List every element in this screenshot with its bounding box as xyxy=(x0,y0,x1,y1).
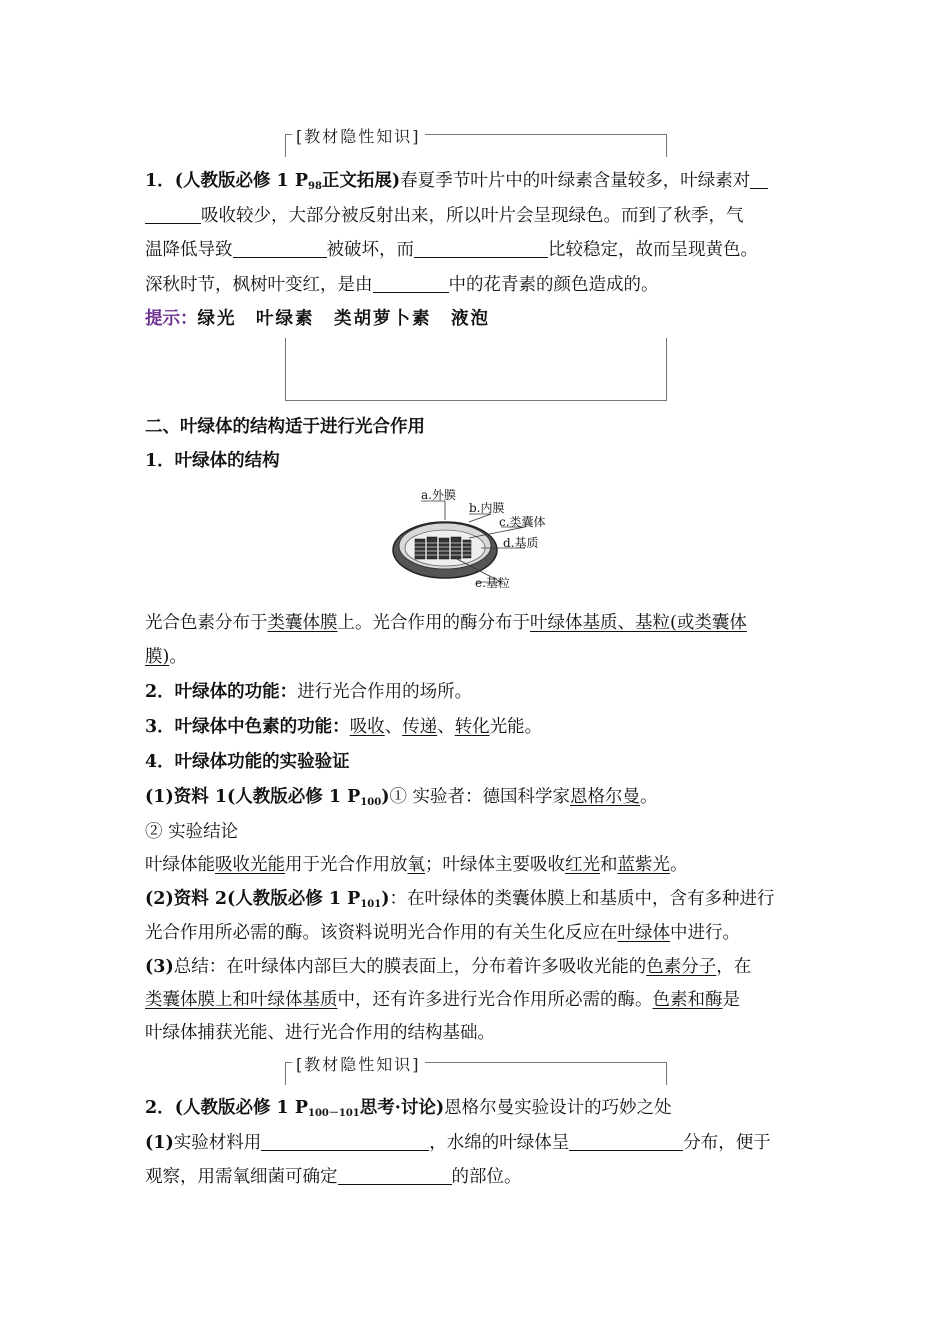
sub3-s1: 、 xyxy=(384,717,403,737)
box2-l1-a: (1) xyxy=(145,1133,174,1153)
m7-a: 中，还有许多进行光合作用所必需的酶。 xyxy=(337,990,653,1010)
m3-u4: 蓝紫光 xyxy=(617,855,670,875)
summary-line1 xyxy=(145,955,751,979)
m5-b: 中进行。 xyxy=(670,923,740,943)
section2-sub2 xyxy=(145,680,472,704)
summary-line3: 叶绿体捕获光能、进行光合作用的结构基础。 xyxy=(145,1023,495,1043)
box1-question-source: (人教版必修 1 P xyxy=(174,171,308,191)
box1-blank-1a[interactable] xyxy=(750,170,768,189)
m3-u2: 氧 xyxy=(407,855,425,875)
figure-label-e: e.基粒 xyxy=(475,576,510,590)
m7-u2: 色素和酶 xyxy=(652,990,723,1010)
m4-a: (2)资料 2(人教版必修 1 P xyxy=(145,889,361,909)
box1-blank-1b[interactable] xyxy=(145,205,201,224)
m3-e: 。 xyxy=(670,855,688,875)
p1-u3: 膜) xyxy=(145,647,170,667)
m1-a: (1)资料 1(人教版必修 1 P xyxy=(145,787,361,807)
chloroplast-figure xyxy=(385,482,565,597)
box2-label: [教材隐性知识] xyxy=(292,1052,425,1075)
box1-blank-3[interactable] xyxy=(414,239,548,258)
box2-l2-a: 观察，用需氧细菌可确定 xyxy=(145,1167,338,1187)
box1-blank-4[interactable] xyxy=(373,274,449,293)
m7-b: 是 xyxy=(722,990,740,1010)
box2-l2-b: 的部位。 xyxy=(451,1167,522,1187)
p1-c: 。 xyxy=(169,647,187,667)
p1-u2: 叶绿体基质、基粒(或类囊体 xyxy=(530,613,747,633)
m1-b: ) xyxy=(381,787,390,807)
sub2-label: 2．叶绿体的功能： xyxy=(145,682,298,702)
pigment-location-line2 xyxy=(145,645,187,669)
m3-b: 用于光合作用放 xyxy=(285,855,408,875)
box2-l1-c: ，水绵的叶绿体呈 xyxy=(429,1133,570,1153)
m5-u: 叶绿体 xyxy=(617,923,670,943)
box1-question-number: 1． xyxy=(145,171,175,191)
box2-blank-3[interactable] xyxy=(338,1166,452,1185)
box1-question-line2 xyxy=(145,204,744,228)
m1-c: ① 实验者：德国科学家 xyxy=(389,787,571,807)
box2-question-number: 2． xyxy=(145,1098,175,1118)
material1-conclusion-label: ② 实验结论 xyxy=(145,822,239,842)
m3-d: 和 xyxy=(600,855,618,875)
m5-a: 光合作用所必需的酶。该资料说明光合作用的有关生化反应在 xyxy=(145,923,618,943)
section2-sub1: 1．叶绿体的结构 xyxy=(145,451,280,471)
m1-u: 恩格尔曼 xyxy=(570,787,641,807)
box2-line2 xyxy=(145,1165,522,1189)
figure-label-b: b.内膜 xyxy=(469,501,505,515)
box1-blank-2[interactable] xyxy=(233,239,327,258)
box1-question-text: 春夏季节叶片中的叶绿素含量较多，叶绿素对 xyxy=(400,171,751,191)
box2-question-page: 100－101 xyxy=(308,1108,360,1119)
material1-conclusion xyxy=(145,853,688,877)
material2-line2 xyxy=(145,921,740,945)
m4-page: 101 xyxy=(360,899,382,910)
sub3-u1: 吸收 xyxy=(349,717,385,737)
section2-heading: 二、叶绿体的结构适于进行光合作用 xyxy=(145,417,425,437)
box1-label: [教材隐性知识] xyxy=(292,124,425,147)
sub3-s2: 、 xyxy=(437,717,455,737)
p1-b: 上。光合作用的酶分布于 xyxy=(337,613,530,633)
m4-c: ：在叶绿体的类囊体膜上和基质中，含有多种进行 xyxy=(389,889,775,909)
box2-question xyxy=(145,1096,672,1126)
m6-u: 色素分子 xyxy=(646,957,717,977)
box1-question-page: 98 xyxy=(308,181,322,192)
hint-answers: 绿光 叶绿素 类胡萝卜素 液泡 xyxy=(197,309,490,329)
box2-l1-b: 实验材料用 xyxy=(173,1133,262,1153)
m6-c: ，在 xyxy=(716,957,752,977)
p1-a: 光合色素分布于 xyxy=(145,613,268,633)
sub3-u2: 传递 xyxy=(402,717,438,737)
section2-sub3 xyxy=(145,715,542,739)
box2-blank-2[interactable] xyxy=(569,1132,683,1151)
box1-line3-c: 比较稳定，故而呈现黄色。 xyxy=(548,240,758,260)
box2-question-source: (人教版必修 1 P xyxy=(174,1098,308,1118)
box2-question-text: 恩格尔曼实验设计的巧妙之处 xyxy=(444,1098,672,1118)
box2-l1-d: 分布，便于 xyxy=(683,1133,771,1153)
box1-question-line4 xyxy=(145,273,659,297)
hint-label: 提示： xyxy=(145,309,198,329)
box2-line1 xyxy=(145,1131,771,1155)
box1-line3-b: 被破坏，而 xyxy=(326,240,414,260)
box1-hint xyxy=(145,307,490,331)
m3-u1: 吸收光能 xyxy=(215,855,285,875)
m3-a: 叶绿体能 xyxy=(145,855,215,875)
box1-line4-a: 深秋时节，枫树叶变红，是由 xyxy=(145,275,373,295)
box1-question-line1 xyxy=(145,169,768,199)
figure-label-d: d.基质 xyxy=(503,536,539,550)
m1-d: 。 xyxy=(640,787,658,807)
sub3-label: 3．叶绿体中色素的功能： xyxy=(145,717,350,737)
m7-u1: 类囊体膜上和叶绿体基质 xyxy=(145,990,338,1010)
figure-label-a: a.外膜 xyxy=(421,488,456,502)
material1-line xyxy=(145,785,658,815)
summary-line2 xyxy=(145,988,740,1012)
box1-line4-b: 中的花青素的颜色造成的。 xyxy=(448,275,659,295)
box1-line2-text: 吸收较少，大部分被反射出来，所以叶片会呈现绿色。而到了秋季，气 xyxy=(201,206,744,226)
m4-b: ) xyxy=(381,889,390,909)
box1-question-topic: 正文拓展) xyxy=(321,171,401,191)
figure-label-c: c.类囊体 xyxy=(499,515,546,529)
box2-blank-1[interactable] xyxy=(261,1132,429,1151)
sub2-text: 进行光合作用的场所。 xyxy=(297,682,473,702)
m3-u3: 红光 xyxy=(565,855,600,875)
m1-page: 100 xyxy=(360,797,382,808)
m6-a: (3) xyxy=(145,957,174,977)
sub3-text: 光能。 xyxy=(489,717,543,737)
material2-line1 xyxy=(145,887,774,917)
box1-frame-bottom xyxy=(285,338,667,401)
p1-u1: 类囊体膜 xyxy=(267,613,338,633)
m6-b: 总结：在叶绿体内部巨大的膜表面上，分布着许多吸收光能的 xyxy=(173,957,647,977)
sub3-u3: 转化 xyxy=(454,717,490,737)
pigment-location-line1 xyxy=(145,611,747,635)
m3-c: ；叶绿体主要吸收 xyxy=(425,855,565,875)
box2-question-topic: 思考·讨论) xyxy=(359,1098,445,1118)
box1-line3-a: 温降低导致 xyxy=(145,240,233,260)
box1-question-line3 xyxy=(145,238,758,262)
section2-sub4: 4．叶绿体功能的实验验证 xyxy=(145,752,350,772)
